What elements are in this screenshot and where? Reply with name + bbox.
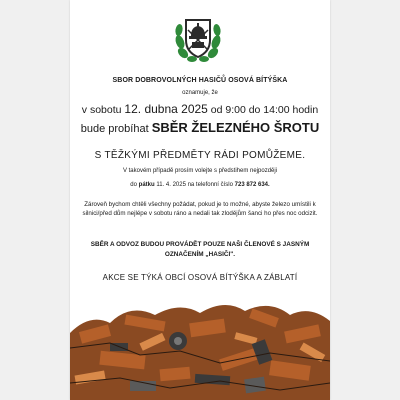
poster-page — [70, 0, 330, 400]
event-line — [70, 120, 330, 135]
phone-number: 723 872 634. — [234, 182, 270, 188]
organization-name: SBOR DOBROVOLNÝCH HASIČŮ OSOVÁ BÍTÝŠKA — [112, 77, 288, 84]
announces-text: oznamuje, že — [182, 90, 218, 96]
date-prefix: v sobotu — [81, 104, 122, 116]
members-note: SBĚR A ODVOZ BUDOU PROVÁDĚT POUZE NAŠI ČLENOVÉ S JASNÝM OZNAČENÍM „HASIČI". — [90, 241, 310, 258]
event-title: SBĚR ŽELEZNÉHO ŠROTU — [151, 120, 320, 135]
date-line — [70, 102, 330, 116]
call-prefix: do — [130, 182, 137, 188]
call-day: pátku — [138, 182, 155, 188]
call-instructions: V takovém případě prosím volejte s předstihem nejpozději — [122, 168, 278, 174]
help-line: S TĚŽKÝMI PŘEDMĚTY RÁDI POMŮŽEME. — [94, 150, 306, 161]
event-prefix: bude probíhat — [80, 123, 149, 135]
scrap-metal-pile-image — [70, 293, 330, 400]
villages-line: AKCE SE TÝKÁ OBCÍ OSOVÁ BÍTÝŠKA A ZÁBLATÍ — [102, 273, 298, 282]
request-paragraph: Zároveň bychom chtěli všechny požádat, pokud je to možné, abyste železo umístili k silnici/před dům nejlépe v sobotu ráno a nedali tak zlodějům šanci ho přes noc odcizit. — [82, 201, 318, 217]
fire-brigade-crest-icon — [172, 12, 224, 64]
date-suffix: od 9:00 do 14:00 hodin — [210, 104, 319, 116]
date-main: 12. dubna 2025 — [124, 102, 208, 116]
call-middle: 11. 4. 2025 na telefonní číslo — [156, 182, 233, 188]
call-deadline — [70, 182, 330, 188]
